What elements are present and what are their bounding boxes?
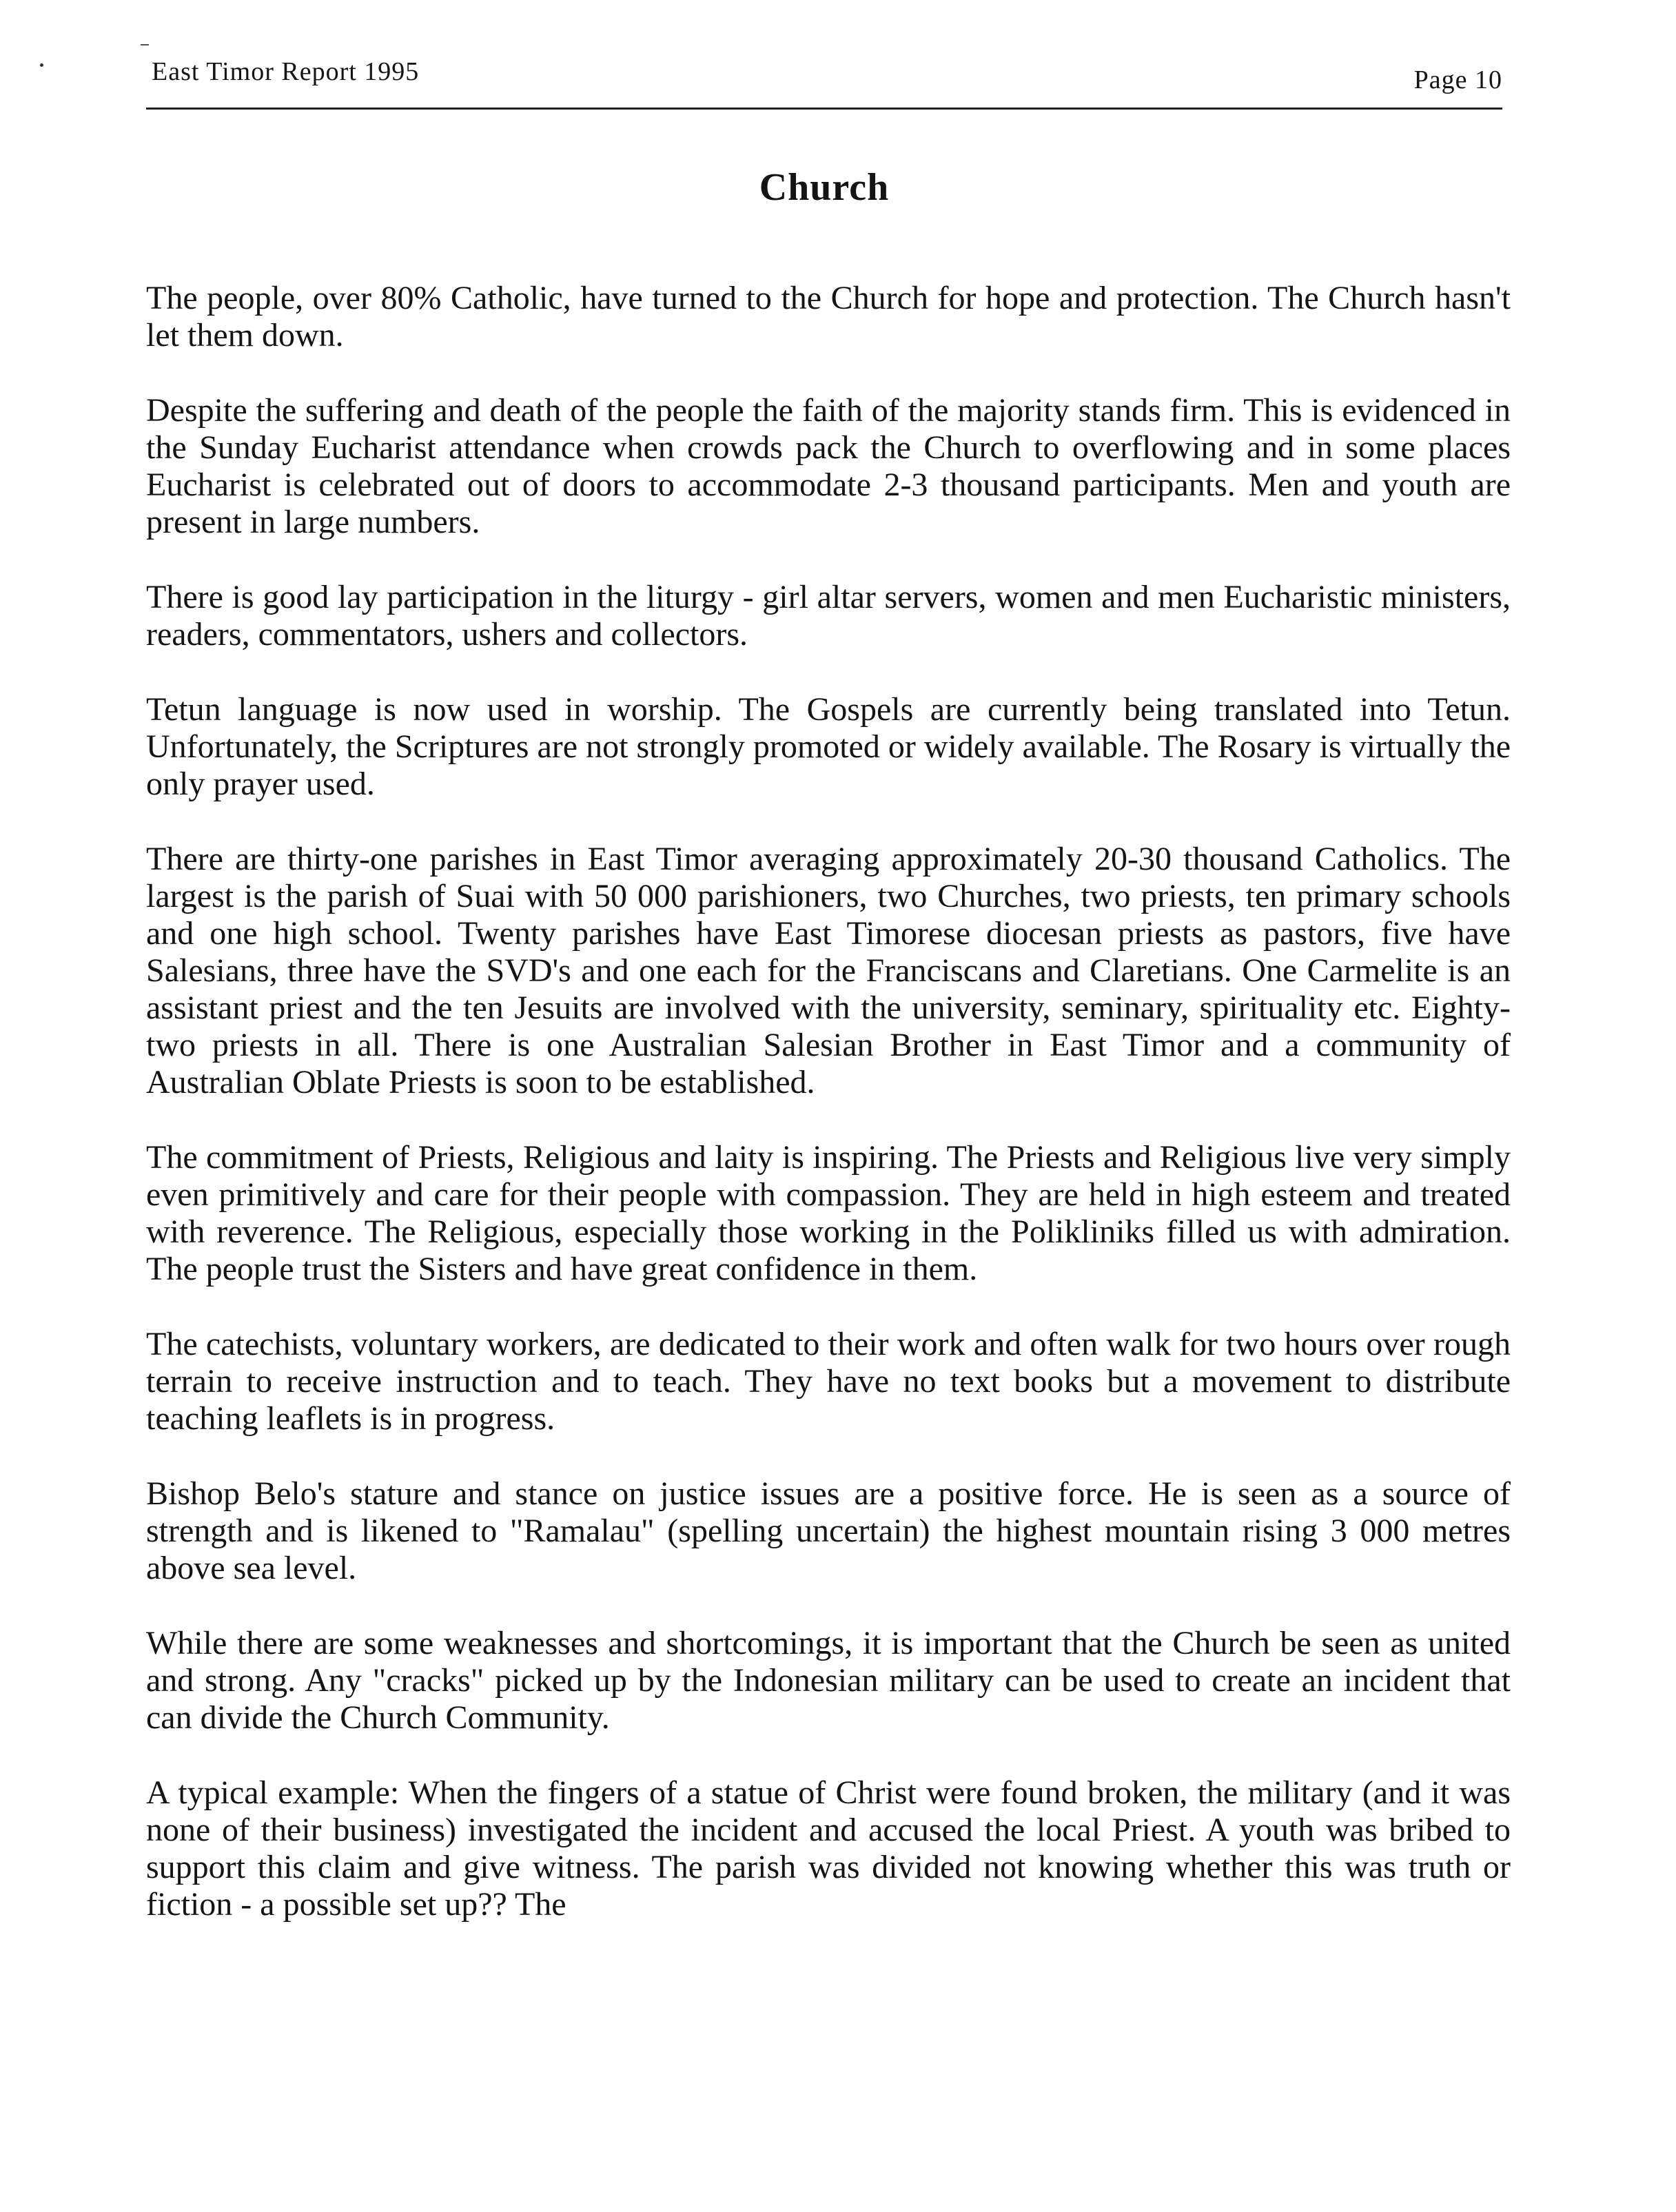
header-divider — [146, 107, 1502, 110]
body-text — [146, 280, 1511, 1961]
section-title: Church — [759, 166, 890, 209]
paragraph-catholic-population: The people, over 80% Catholic, have turned to the Church for hope and protection. The Church hasn't let them down. — [146, 280, 1511, 354]
page-number: Page 10 — [1413, 65, 1502, 94]
scan-speck — [40, 63, 43, 67]
paragraph-tetun-language: Tetun language is now used in worship. The Gospels are currently being translated into Tetun. Unfortunately, the Scriptures are not strongly promoted or widely available. The Rosary is virtually the only prayer used. — [146, 691, 1511, 802]
scan-mark — [141, 44, 149, 45]
paragraph-lay-participation: There is good lay participation in the liturgy - girl altar servers, women and men Eucharistic ministers, readers, commentators, ushers and collectors. — [146, 579, 1511, 653]
page-header — [146, 54, 1502, 116]
paragraph-unity: While there are some weaknesses and shortcomings, it is important that the Church be seen as united and strong. Any "cracks" picked up by the Indonesian military can be used to create an incident that can divide the Church Community. — [146, 1625, 1511, 1736]
paragraph-bishop-belo: Bishop Belo's stature and stance on justice issues are a positive force. He is seen as a source of strength and is likened to "Ramalau" (spelling uncertain) the highest mountain rising 3 000 metres above sea level. — [146, 1475, 1511, 1586]
report-title: East Timor Report 1995 — [152, 57, 420, 86]
paragraph-typical-example: A typical example: When the fingers of a statue of Christ were found broken, the military (and it was none of their business) investigated the incident and accused the local Priest. A youth was bribed to support this claim and give witness. The parish was divided not knowing whether this was truth or fiction - a possible set up?? The — [146, 1774, 1511, 1923]
paragraph-faith-attendance: Despite the suffering and death of the people the faith of the majority stands firm. This is evidenced in the Sunday Eucharist attendance when crowds pack the Church to overflowing and in some places Eucharist is celebrated out of doors to accommodate 2-3 thousand participants. Men and youth are present in large numbers. — [146, 392, 1511, 540]
paragraph-parishes: There are thirty-one parishes in East Timor averaging approximately 20-30 thousand Catholics. The largest is the parish of Suai with 50 000 parishioners, two Churches, two priests, ten primary schools and one high school. Twenty parishes have East Timorese diocesan priests as pastors, five have Salesians, three have the SVD's and one each for the Franciscans and Claretians. One Carmelite is an assistant priest and the ten Jesuits are involved with the university, seminary, spirituality etc. Eighty-two priests in all. There is one Australian Salesian Brother in East Timor and a community of Australian Oblate Priests is soon to be established. — [146, 841, 1511, 1100]
paragraph-catechists: The catechists, voluntary workers, are dedicated to their work and often walk for two hours over rough terrain to receive instruction and to teach. They have no text books but a movement to distribute teaching leaflets is in progress. — [146, 1326, 1511, 1437]
paragraph-commitment: The commitment of Priests, Religious and laity is inspiring. The Priests and Religious live very simply even primitively and care for their people with compassion. They are held in high esteem and treated with reverence. The Religious, especially those working in the Polikliniks filled us with admiration. The people trust the Sisters and have great confidence in them. — [146, 1139, 1511, 1287]
